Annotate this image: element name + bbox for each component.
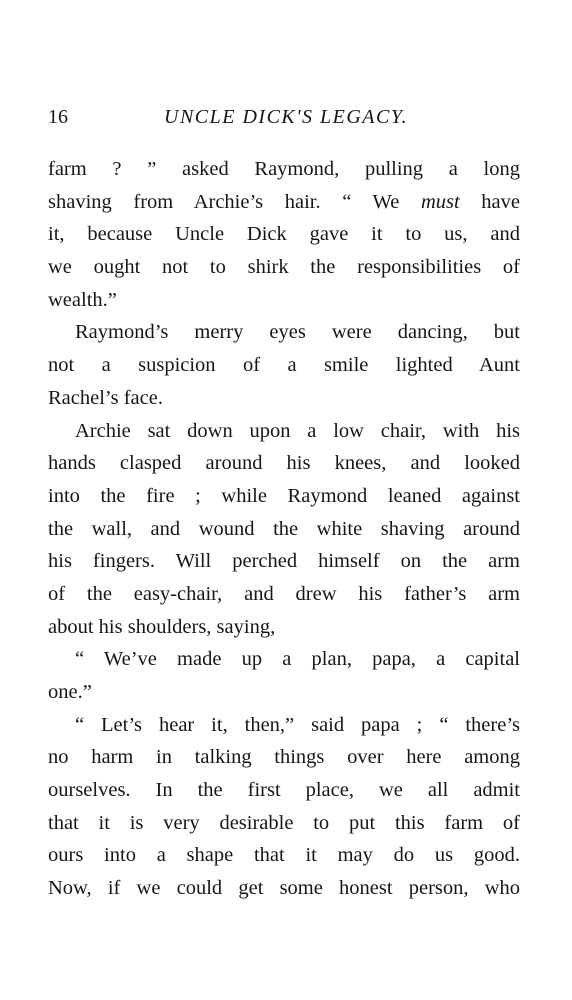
text-line: the wall, and wound the white shaving around <box>48 517 520 540</box>
text-line: wealth.” <box>48 288 117 311</box>
text-line: Raymond’s merry eyes were dancing, but <box>75 321 520 344</box>
text-line-segment: shaving from Archie’s hair. “ We <box>48 190 421 213</box>
running-title: UNCLE DICK'S LEGACY. <box>164 106 409 128</box>
text-line: we ought not to shirk the responsibilities of <box>48 256 520 279</box>
text-line: “ We’ve made up a plan, papa, a capital <box>75 648 520 671</box>
text-line: “ Let’s hear it, then,” said papa ; “ there’s <box>75 713 520 736</box>
text-line: Archie sat down upon a low chair, with his <box>75 419 520 442</box>
text-line: ours into a shape that it may do us good. <box>48 844 520 867</box>
text-line: into the fire ; while Raymond leaned against <box>48 484 520 507</box>
text-line <box>48 186 520 219</box>
text-line: that it is very desirable to put this farm of <box>48 811 520 834</box>
text-line: his fingers. Will perched himself on the arm <box>48 550 520 573</box>
text-line: no harm in talking things over here among <box>48 746 520 769</box>
text-line: about his shoulders, saying, <box>48 615 276 638</box>
text-line: farm ? ” asked Raymond, pulling a long <box>48 158 520 180</box>
text-line: one.” <box>48 681 92 703</box>
text-line-segment: have <box>459 190 521 213</box>
text-line: of the easy-chair, and drew his father’s arm <box>48 582 520 605</box>
running-head <box>48 106 520 136</box>
text-line: Rachel’s face. <box>48 386 163 409</box>
body-text <box>48 153 520 905</box>
text-line: not a suspicion of a smile lighted Aunt <box>48 354 520 377</box>
text-line: it, because Uncle Dick gave it to us, and <box>48 223 520 246</box>
text-line: hands clasped around his knees, and looked <box>48 452 520 475</box>
page-number: 16 <box>48 106 68 128</box>
text-line: Now, if we could get some honest person, who <box>48 877 520 900</box>
text-line: ourselves. In the first place, we all admit <box>48 779 520 802</box>
emphasis-word: must <box>420 190 460 213</box>
